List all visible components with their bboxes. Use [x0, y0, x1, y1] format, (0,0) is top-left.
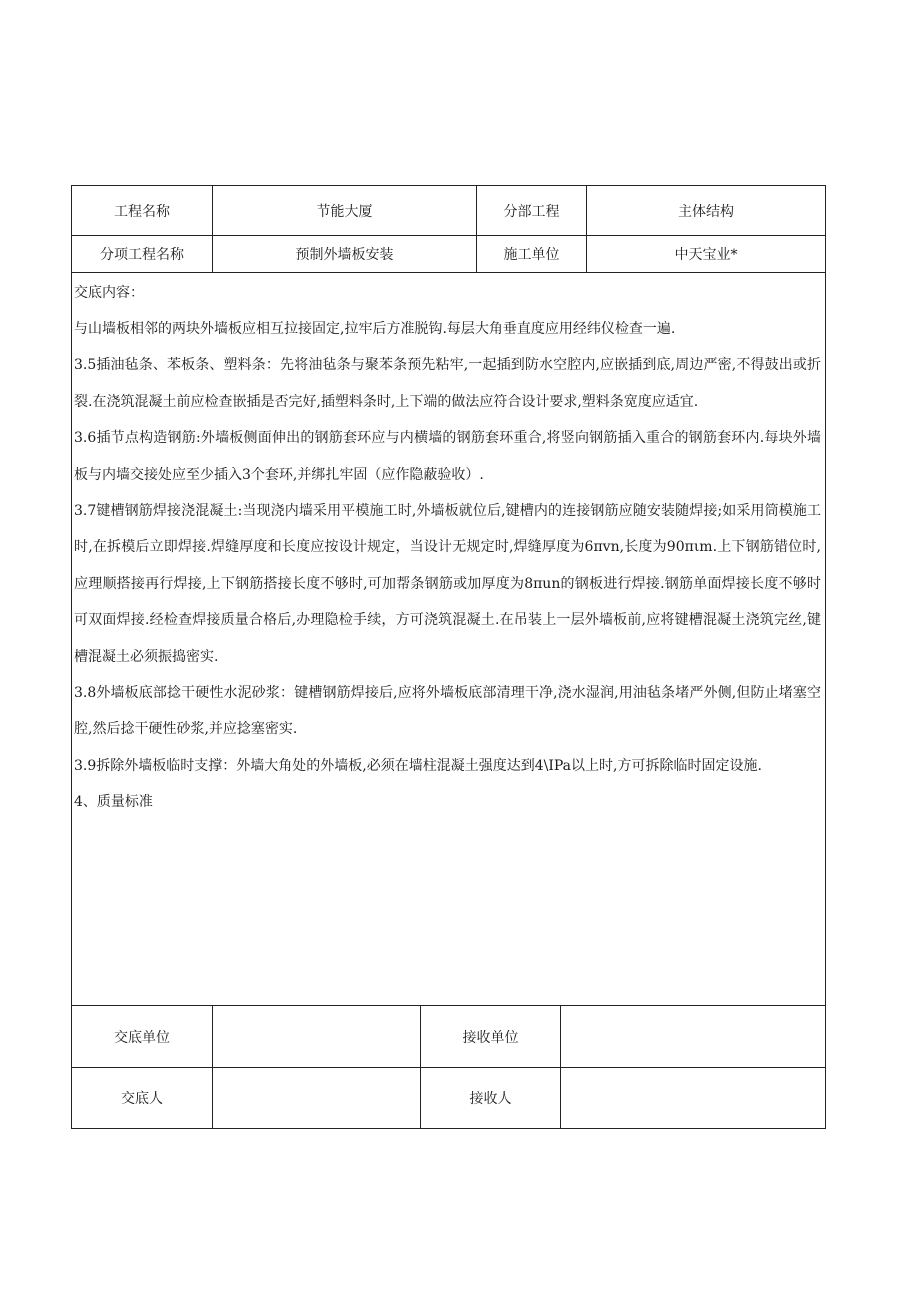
- receiving-unit-label: 接收单位: [462, 1029, 519, 1046]
- subitem-value: 预制外墙板安装: [295, 247, 394, 263]
- content-paragraph: 3.7键槽钢筋焊接浇混凝土:当现浇内墙采用平模施工时,外墙板就位后,键槽内的连接钢筋应随安装随焊接;如采用筒模施工时,在拆模后立即焊接.焊缝厚度和长度应按设计规定，当设计无规定时,焊缝厚度为6πvn,长度为90πιm.上下钢筋错位时,应理顺搭接再行焊接,上下钢筋搭接长度不够时,可加帮条钢筋或加厚度为8πun的钢板进行焊接.钢筋单面焊接长度不够时可双面焊接.经检查焊接质量合格后,办理隐检手续，方可浇筑混凝土.在吊装上一层外墙板前,应将键槽混凝土浇筑完丝,键槽混凝土必须振捣密实.: [74, 503, 821, 665]
- subitem-label: 分项工程名称: [100, 247, 184, 263]
- content-paragraph: 3.6插节点构造钢筋:外墙板侧面伸出的钢筋套环应与内横墙的钢筋套环重合,将竖向钢筋插入重合的钢筋套环内.每块外墙板与内墙交接处应至少插入3个套环,并绑扎牢固（应作隐蔽验收）.: [74, 430, 821, 483]
- content-paragraph: 与山墙板相邻的两块外墙板应相互拉接固定,拉牢后方准脱钩.每层大角垂直度应用经纬仪检查一遍.: [74, 321, 676, 337]
- content-heading: 交底内容：: [74, 285, 144, 301]
- project-name-label: 工程名称: [114, 203, 170, 220]
- receiving-person-field[interactable]: [561, 1068, 825, 1128]
- receiving-unit-field[interactable]: [561, 1006, 825, 1067]
- content-paragraph: 3.9拆除外墙板临时支撑：外墙大角处的外墙板,必须在墙柱混凝土强度达到4\IPa以上时,方可拆除临时固定设施.: [74, 757, 762, 774]
- content-paragraph: 3.8外墙板底部捻干硬性水泥砂浆：键槽钢筋焊接后,应将外墙板底部清理干净,浇水湿润,用油毡条堵严外侧,但防止堵塞空腔,然后捻干硬性砂浆,并应捻塞密实.: [74, 685, 821, 738]
- handover-unit-label: 交底单位: [114, 1029, 170, 1046]
- division-label: 分部工程: [503, 203, 560, 220]
- section-heading: 4、质量标准: [74, 794, 153, 811]
- division-value: 主体结构: [678, 203, 734, 220]
- project-name-value: 节能大厦: [316, 203, 373, 220]
- handover-person-field[interactable]: [213, 1068, 420, 1128]
- contractor-value: 中天宝业*: [674, 247, 738, 263]
- handover-unit-field[interactable]: [213, 1006, 420, 1067]
- content-paragraph: 3.5插油毡条、苯板条、塑料条：先将油毡条与聚苯条预先粘牢,一起插到防水空腔内,应嵌插到底,周边严密,不得鼓出或折裂.在浇筑混凝土前应检查嵌插是否完好,插塑料条时,上下端的做法应符合设计要求,塑料条宽度应适宜.: [74, 357, 821, 410]
- contractor-label: 施工单位: [503, 247, 560, 263]
- handover-content: [72, 273, 825, 1005]
- handover-form-table: [71, 185, 826, 1129]
- receiving-person-label: 接收人: [469, 1091, 512, 1107]
- handover-person-label: 交底人: [121, 1091, 163, 1107]
